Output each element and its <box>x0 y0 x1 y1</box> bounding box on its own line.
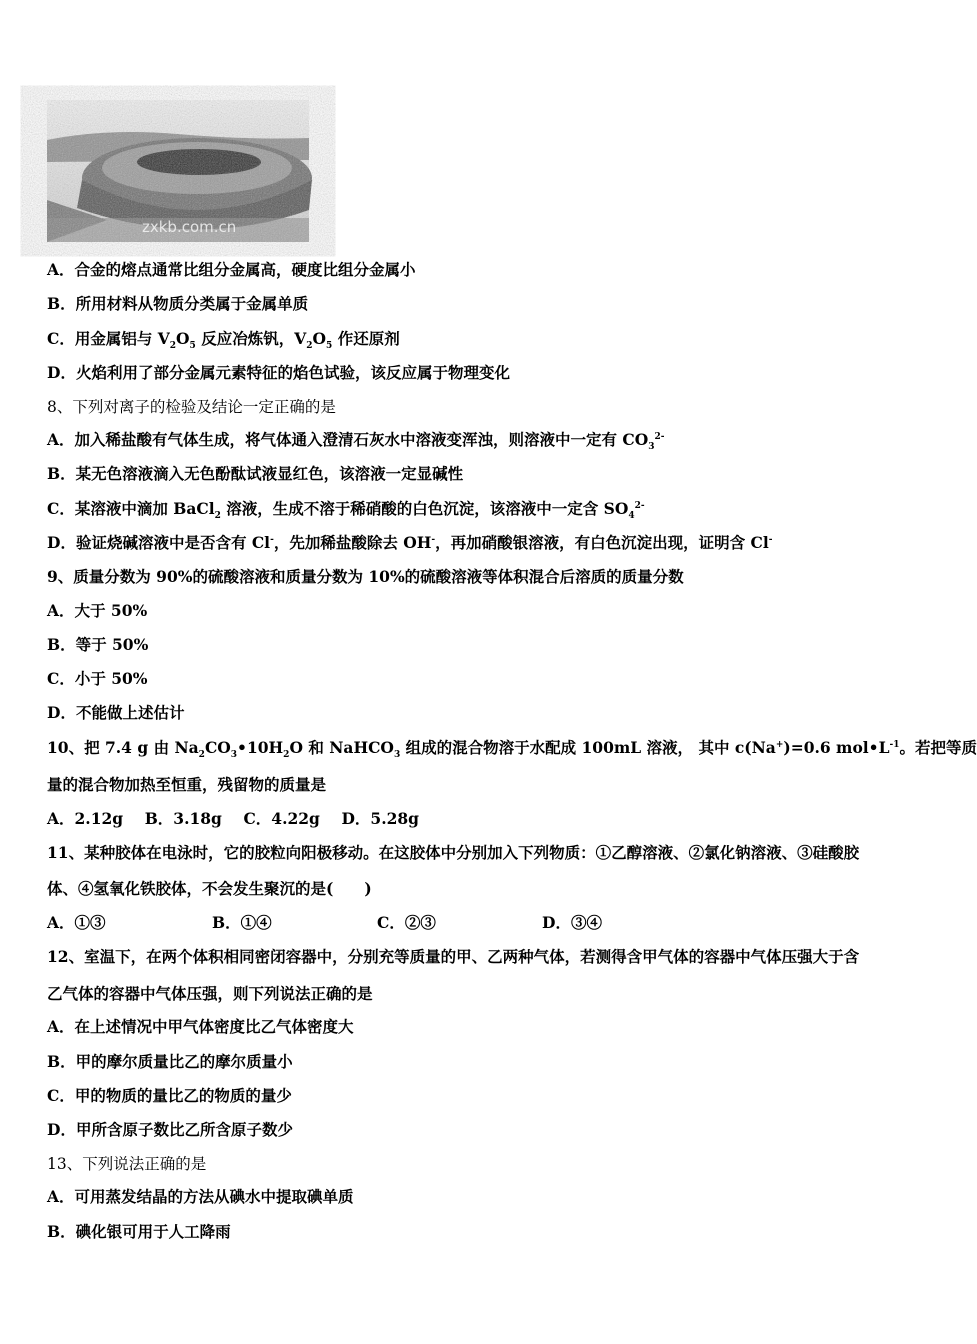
watermark-text: zxkb.com.cn <box>142 218 237 236</box>
q12-stem-line2: 乙气体的容器中气体压强，则下列说法正确的是 <box>47 984 373 1003</box>
q11-option-c: C．②③ <box>377 913 436 932</box>
q10-stem-line1: 10、把 7.4 g 由 $Na_2CO_3•10H_2O$ 和 NaHCO$_3$ 组成的混合物溶于水配成 100mL 溶液， 其中 c(Na+)=0.6 $mol•L^{-1}$。若把等质 <box>47 738 977 761</box>
q13-option-a: A．可用蒸发结晶的方法从碘水中提取碘单质 <box>47 1187 354 1206</box>
q9-option-d: D．不能做上述估计 <box>47 703 185 722</box>
q10-stem-line2: 量的混合物加热至恒重，残留物的质量是 <box>47 775 327 794</box>
q11-stem-line2: 体、④氢氧化铁胶体，不会发生聚沉的是( ) <box>47 879 372 898</box>
q7-option-d: D．火焰利用了部分金属元素特征的焰色试验，该反应属于物理变化 <box>47 363 510 382</box>
q12-option-d: D．甲所含原子数比乙所含原子数少 <box>47 1120 293 1139</box>
q13-stem: 13、下列说法正确的是 <box>47 1155 207 1173</box>
q11-option-b: B．①④ <box>212 913 272 932</box>
q11-option-a: A．①③ <box>47 913 106 932</box>
stadium-photo <box>47 100 309 242</box>
q12-option-b: B．甲的摩尔质量比乙的摩尔质量小 <box>47 1052 293 1071</box>
q8-option-d: D．验证烧碱溶液中是否含有 Cl-，先加稀盐酸除去 OH-，再加硝酸银溶液，有白色沉淀出现，证明含 Cl- <box>47 533 773 552</box>
q10-options: A．2.12g B．3.18g C．4.22g D．5.28g <box>47 809 420 828</box>
q8-stem: 8、下列对离子的检验及结论一定正确的是 <box>47 398 336 416</box>
q7-option-b: B．所用材料从物质分类属于金属单质 <box>47 294 309 313</box>
q7-option-c: C．用金属铝与 $V_2O_5$ 反应冶炼钒，$V_2O_5$ 作还原剂 <box>47 329 400 352</box>
q7-option-a: A．合金的熔点通常比组分金属高，硬度比组分金属小 <box>47 260 416 279</box>
q13-option-b: B．碘化银可用于人工降雨 <box>47 1222 231 1241</box>
q8-option-a: A．加入稀盐酸有气体生成，将气体通入澄清石灰水中溶液变浑浊，则溶液中一定有 $CO_3^{2-}$ <box>47 430 665 453</box>
q12-option-a: A．在上述情况中甲气体密度比乙气体密度大 <box>47 1017 354 1036</box>
q9-option-b: B．等于 50% <box>47 635 149 654</box>
q9-option-a: A．大于 50% <box>47 601 148 620</box>
q12-stem-line1: 12、室温下，在两个体积相同密闭容器中，分别充等质量的甲、乙两种气体，若测得含甲气体的容器中气体压强大于含 <box>47 947 860 966</box>
q12-option-c: C．甲的物质的量比乙的物质的量少 <box>47 1086 292 1105</box>
q8-option-b: B．某无色溶液滴入无色酚酞试液显红色，该溶液一定显碱性 <box>47 464 464 483</box>
q9-option-c: C．小于 50% <box>47 669 148 688</box>
q8-option-c: C．某溶液中滴加 BaCl$_2$ 溶液，生成不溶于稀硝酸的白色沉淀，该溶液中一定含 $SO_4^{2-}$ <box>47 499 645 522</box>
q9-stem: 9、质量分数为 90%的硫酸溶液和质量分数为 10%的硫酸溶液等体积混合后溶质的质量分数 <box>47 567 684 586</box>
q11-stem-line1: 11、某种胶体在电泳时，它的胶粒向阳极移动。在这胶体中分别加入下列物质：①乙醇溶液、②氯化钠溶液、③硅酸胶 <box>47 843 860 862</box>
q11-option-d: D．③④ <box>542 913 602 932</box>
